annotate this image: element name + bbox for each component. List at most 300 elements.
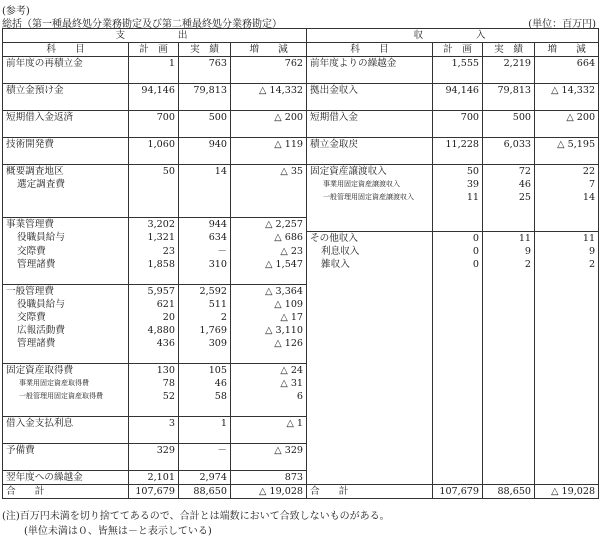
left-plan-value: 3,202 (129, 218, 179, 232)
left-actual-value: － (179, 443, 231, 457)
spacer-cell (179, 97, 231, 111)
spacer-cell (179, 124, 231, 138)
right-plan-value: 0 (433, 258, 483, 271)
spacer-cell (307, 124, 433, 138)
spacer-cell (3, 70, 129, 84)
left-diff-value (231, 191, 307, 204)
right-actual-value (483, 298, 535, 311)
right-diff-value: △ 14,332 (535, 84, 599, 98)
right-actual-value (483, 284, 535, 298)
spacer-row (3, 97, 599, 111)
right-plan-value: 1,555 (433, 57, 483, 71)
left-plan-value: 2,101 (129, 470, 179, 484)
left-diff-value: △ 329 (231, 443, 307, 457)
right-diff-value (535, 218, 599, 232)
right-diff-value: 9 (535, 245, 599, 258)
right-item-label: 短期借入金 (307, 111, 433, 125)
left-item-label: 広報活動費 (3, 324, 129, 337)
right-diff-value (535, 390, 599, 403)
col-diff-left: 増 減 (231, 43, 307, 57)
right-plan-value (433, 298, 483, 311)
left-diff-value: 873 (231, 470, 307, 484)
right-actual-value (483, 390, 535, 403)
spacer-row (3, 430, 599, 444)
right-actual-value (483, 311, 535, 324)
left-plan-value: 20 (129, 311, 179, 324)
left-plan-value: 78 (129, 377, 179, 390)
left-plan-value: 130 (129, 363, 179, 377)
spacer-row (3, 350, 599, 364)
left-item-label: 積立金預け金 (3, 84, 129, 98)
left-actual-value: 1 (179, 416, 231, 430)
right-item-label (307, 284, 433, 298)
right-item-label: 一般管理用固定資産譲渡収入 (323, 193, 415, 201)
spacer-cell (3, 204, 129, 218)
spacer-cell (231, 151, 307, 165)
left-actual-value: 2,974 (179, 470, 231, 484)
right-item-label: 雑収入 (321, 258, 350, 270)
right-item-label: 事業用固定資産譲渡収入 (323, 180, 401, 188)
spacer-cell (433, 124, 483, 138)
footnote: (単位未満は０、皆無は－と表示している) (24, 526, 212, 537)
right-item-label: 拠出金収入 (307, 84, 433, 98)
spacer-cell (307, 97, 433, 111)
right-item-label (307, 298, 433, 311)
right-item-label (307, 377, 433, 390)
left-item-label: 翌年度への繰越金 (3, 470, 129, 484)
spacer-cell (3, 457, 129, 471)
right-item-label: 積立金取戻 (307, 138, 433, 152)
right-diff-value: 14 (535, 191, 599, 204)
spacer-cell (129, 350, 179, 364)
right-actual-value: 25 (483, 191, 535, 204)
left-diff-value: △ 3,110 (231, 324, 307, 337)
right-actual-value (483, 324, 535, 337)
right-item-label (307, 363, 433, 377)
spacer-row (3, 271, 599, 285)
left-item-label: 事業管理費 (3, 218, 129, 232)
left-plan-value (129, 191, 179, 204)
right-actual-value (483, 443, 535, 457)
spacer-row (3, 403, 599, 417)
right-item-label (307, 390, 433, 403)
spacer-cell (231, 457, 307, 471)
left-item-label: 選定調査費 (3, 178, 129, 191)
right-plan-value: 50 (433, 165, 483, 179)
right-diff-value (535, 363, 599, 377)
spacer-cell (307, 70, 433, 84)
table-row (3, 298, 599, 311)
left-plan-value: 5,957 (129, 284, 179, 298)
footnote: (注)百万円未満を切り捨ててあるので、合計とは端数において合致しないものがある。 (2, 511, 390, 522)
spacer-row (3, 124, 599, 138)
left-plan-value: 1,060 (129, 138, 179, 152)
spacer-cell (483, 403, 535, 417)
right-actual-value (483, 218, 535, 232)
spacer-cell (433, 271, 483, 285)
right-diff-value: 664 (535, 57, 599, 71)
left-actual-value: 2 (179, 311, 231, 324)
spacer-cell (535, 430, 599, 444)
left-plan-value: 23 (129, 245, 179, 258)
left-plan-value: 50 (129, 165, 179, 179)
left-item-label: 概要調査地区 (3, 165, 129, 179)
table-row (3, 377, 599, 390)
left-plan-value: 329 (129, 443, 179, 457)
spacer-row (3, 457, 599, 471)
spacer-cell (483, 124, 535, 138)
spacer-cell (129, 70, 179, 84)
left-plan-value: 621 (129, 298, 179, 311)
right-diff-value: 22 (535, 165, 599, 179)
spacer-cell (307, 403, 433, 417)
right-item-label (307, 443, 433, 457)
table-caption: 総括（第一種最終処分業務勘定及び第二種最終処分業務勘定） (2, 19, 282, 30)
right-diff-value (535, 284, 599, 298)
spacer-cell (535, 70, 599, 84)
right-plan-value (433, 470, 483, 484)
spacer-cell (535, 204, 599, 218)
col-actual-left: 実 績 (179, 43, 231, 57)
right-actual-value (483, 363, 535, 377)
left-actual-value: 105 (179, 363, 231, 377)
table-row (3, 324, 599, 337)
right-actual-value: 500 (483, 111, 535, 125)
left-actual-value: 940 (179, 138, 231, 152)
right-actual-value: 9 (483, 245, 535, 258)
spacer-cell (433, 204, 483, 218)
table-row (3, 390, 599, 403)
table-row (3, 416, 599, 430)
left-diff-value: △ 109 (231, 298, 307, 311)
table-row (3, 57, 599, 71)
spacer-cell (129, 124, 179, 138)
table-row (3, 178, 599, 191)
right-plan-value: 700 (433, 111, 483, 125)
spacer-cell (483, 151, 535, 165)
spacer-cell (231, 271, 307, 285)
spacer-cell (129, 204, 179, 218)
right-total-actual: 88,650 (483, 484, 535, 498)
table-row (3, 165, 599, 179)
right-diff-value (535, 311, 599, 324)
table-row (3, 84, 599, 98)
right-plan-value: 0 (433, 245, 483, 258)
right-plan-value: 11,228 (433, 138, 483, 152)
left-plan-value: 436 (129, 337, 179, 350)
left-plan-value (129, 178, 179, 191)
right-actual-value: 72 (483, 165, 535, 179)
right-plan-value (433, 390, 483, 403)
left-diff-value: △ 24 (231, 363, 307, 377)
right-item-label (307, 416, 433, 430)
spacer-cell (307, 151, 433, 165)
left-plan-value: 94,146 (129, 84, 179, 98)
right-plan-value (433, 284, 483, 298)
spacer-cell (231, 350, 307, 364)
spacer-cell (129, 430, 179, 444)
right-plan-value (433, 311, 483, 324)
right-actual-value (483, 416, 535, 430)
left-plan-value: 700 (129, 111, 179, 125)
right-item-label (307, 218, 433, 232)
spacer-cell (483, 271, 535, 285)
revenue-header: 収 入 (307, 29, 599, 43)
right-plan-value: 39 (433, 178, 483, 191)
left-diff-value (231, 178, 307, 191)
spacer-cell (535, 403, 599, 417)
table-row (3, 218, 599, 232)
financial-summary-table (2, 28, 599, 499)
spacer-cell (129, 271, 179, 285)
right-actual-value: 2 (483, 258, 535, 271)
col-item-left: 科 目 (3, 43, 129, 57)
right-plan-value (433, 337, 483, 350)
right-actual-value: 11 (483, 231, 535, 245)
left-actual-value: 634 (179, 231, 231, 245)
left-actual-value: 14 (179, 165, 231, 179)
spacer-row (3, 204, 599, 218)
left-plan-value: 3 (129, 416, 179, 430)
col-plan-left: 計 画 (129, 43, 179, 57)
left-diff-value: △ 23 (231, 245, 307, 258)
left-item-label: 技術開発費 (3, 138, 129, 152)
left-plan-value: 4,880 (129, 324, 179, 337)
left-actual-value: 58 (179, 390, 231, 403)
left-item-label: 短期借入金返済 (3, 111, 129, 125)
spacer-cell (3, 124, 129, 138)
table-row (3, 470, 599, 484)
left-diff-value: △ 3,364 (231, 284, 307, 298)
right-diff-value (535, 337, 599, 350)
right-diff-value (535, 470, 599, 484)
left-item-label: 管理諸費 (3, 258, 129, 271)
right-total-plan: 107,679 (433, 484, 483, 498)
left-diff-value: △ 1 (231, 416, 307, 430)
right-plan-value (433, 363, 483, 377)
right-plan-value (433, 443, 483, 457)
spacer-cell (433, 430, 483, 444)
left-diff-value: △ 35 (231, 165, 307, 179)
left-plan-value: 1,321 (129, 231, 179, 245)
right-actual-value: 79,813 (483, 84, 535, 98)
spacer-cell (433, 97, 483, 111)
left-actual-value: 79,813 (179, 84, 231, 98)
right-item-label (307, 470, 433, 484)
spacer-cell (483, 350, 535, 364)
left-item-label: 役職員給与 (3, 231, 129, 245)
left-diff-value: △ 119 (231, 138, 307, 152)
spacer-cell (433, 403, 483, 417)
left-item-label (3, 191, 129, 204)
column-header-row (3, 43, 599, 57)
spacer-cell (433, 70, 483, 84)
spacer-cell (179, 430, 231, 444)
left-item-label: 事業用固定資産取得費 (3, 377, 129, 390)
left-item-label: 一般管理用固定資産取得費 (3, 390, 129, 403)
spacer-cell (3, 97, 129, 111)
spacer-cell (433, 151, 483, 165)
right-plan-value (433, 324, 483, 337)
spacer-cell (535, 124, 599, 138)
left-total-diff: △ 19,028 (231, 484, 307, 498)
left-actual-value (179, 178, 231, 191)
expenditure-header: 支 出 (3, 29, 307, 43)
right-actual-value (483, 470, 535, 484)
left-total-actual: 88,650 (179, 484, 231, 498)
spacer-cell (179, 403, 231, 417)
left-actual-value: 944 (179, 218, 231, 232)
col-plan-right: 計 画 (433, 43, 483, 57)
spacer-row (3, 70, 599, 84)
table-row (3, 191, 599, 204)
right-item-label: 利息収入 (321, 245, 360, 257)
col-actual-right: 実 績 (483, 43, 535, 57)
right-total-label: 合 計 (307, 484, 433, 498)
col-diff-right: 増 減 (535, 43, 599, 57)
spacer-cell (535, 350, 599, 364)
table-row (3, 284, 599, 298)
total-row (3, 484, 599, 498)
spacer-cell (179, 457, 231, 471)
left-plan-value: 1,858 (129, 258, 179, 271)
left-diff-value: △ 200 (231, 111, 307, 125)
left-item-label: 一般管理費 (3, 284, 129, 298)
left-actual-value: 309 (179, 337, 231, 350)
table-row (3, 245, 599, 258)
right-diff-value (535, 443, 599, 457)
right-diff-value: 7 (535, 178, 599, 191)
left-item-label: 前年度の再積立金 (3, 57, 129, 71)
spacer-cell (129, 151, 179, 165)
spacer-cell (307, 271, 433, 285)
right-actual-value: 6,033 (483, 138, 535, 152)
right-diff-value: 11 (535, 231, 599, 245)
spacer-cell (483, 457, 535, 471)
table-row (3, 311, 599, 324)
left-actual-value: － (179, 245, 231, 258)
spacer-cell (3, 430, 129, 444)
right-actual-value: 46 (483, 178, 535, 191)
right-item-label (307, 324, 433, 337)
left-actual-value: 500 (179, 111, 231, 125)
left-diff-value: △ 14,332 (231, 84, 307, 98)
left-diff-value: 6 (231, 390, 307, 403)
spacer-cell (433, 350, 483, 364)
spacer-cell (231, 124, 307, 138)
table-row (3, 337, 599, 350)
right-actual-value (483, 337, 535, 350)
spacer-cell (483, 97, 535, 111)
spacer-cell (307, 430, 433, 444)
right-item-label (307, 337, 433, 350)
spacer-cell (483, 70, 535, 84)
left-actual-value: 46 (179, 377, 231, 390)
right-item-label: その他収入 (307, 231, 433, 245)
table-row (3, 363, 599, 377)
spacer-cell (3, 403, 129, 417)
left-total-plan: 107,679 (129, 484, 179, 498)
right-diff-value: 2 (535, 258, 599, 271)
left-diff-value: △ 1,547 (231, 258, 307, 271)
left-item-label: 交際費 (3, 245, 129, 258)
left-diff-value: 762 (231, 57, 307, 71)
spacer-cell (535, 271, 599, 285)
right-diff-value (535, 377, 599, 390)
unit-label: (単位：百万円) (528, 19, 596, 30)
left-diff-value: △ 126 (231, 337, 307, 350)
table-row (3, 443, 599, 457)
right-item-label: 前年度よりの繰越金 (310, 58, 397, 69)
spacer-cell (535, 457, 599, 471)
left-diff-value: △ 2,257 (231, 218, 307, 232)
spacer-cell (3, 350, 129, 364)
table-row (3, 111, 599, 125)
spacer-cell (179, 271, 231, 285)
table-row (3, 231, 599, 245)
spacer-cell (433, 457, 483, 471)
spacer-cell (231, 430, 307, 444)
spacer-cell (307, 457, 433, 471)
right-diff-value (535, 324, 599, 337)
right-plan-value: 0 (433, 231, 483, 245)
right-actual-value (483, 377, 535, 390)
left-diff-value: △ 31 (231, 377, 307, 390)
spacer-cell (3, 271, 129, 285)
left-plan-value: 52 (129, 390, 179, 403)
table-row (3, 258, 599, 271)
spacer-cell (307, 204, 433, 218)
right-plan-value (433, 218, 483, 232)
left-actual-value: 1,769 (179, 324, 231, 337)
reference-label: (参考) (2, 6, 30, 17)
spacer-cell (535, 151, 599, 165)
right-actual-value: 2,219 (483, 57, 535, 71)
section-header-row (3, 29, 599, 43)
right-total-diff: △ 19,028 (535, 484, 599, 498)
left-total-label: 合 計 (3, 484, 129, 498)
left-diff-value: △ 686 (231, 231, 307, 245)
right-plan-value: 94,146 (433, 84, 483, 98)
spacer-cell (231, 70, 307, 84)
left-item-label: 借入金支払利息 (3, 416, 129, 430)
left-plan-value: 1 (129, 57, 179, 71)
spacer-cell (483, 204, 535, 218)
spacer-row (3, 151, 599, 165)
right-plan-value (433, 416, 483, 430)
right-diff-value (535, 416, 599, 430)
right-item-label: 固定資産譲渡収入 (307, 165, 433, 179)
spacer-cell (3, 151, 129, 165)
col-item-right: 科 目 (307, 43, 433, 57)
left-actual-value: 763 (179, 57, 231, 71)
spacer-cell (483, 430, 535, 444)
right-diff-value (535, 298, 599, 311)
spacer-cell (129, 457, 179, 471)
left-item-label: 役職員給与 (3, 298, 129, 311)
spacer-cell (179, 350, 231, 364)
left-actual-value: 310 (179, 258, 231, 271)
right-item-label (307, 311, 433, 324)
left-diff-value: △ 17 (231, 311, 307, 324)
spacer-cell (231, 403, 307, 417)
table-row (3, 138, 599, 152)
spacer-cell (231, 204, 307, 218)
left-item-label: 予備費 (3, 443, 129, 457)
left-item-label: 管理諸費 (3, 337, 129, 350)
right-diff-value: △ 5,195 (535, 138, 599, 152)
left-item-label: 固定資産取得費 (3, 363, 129, 377)
